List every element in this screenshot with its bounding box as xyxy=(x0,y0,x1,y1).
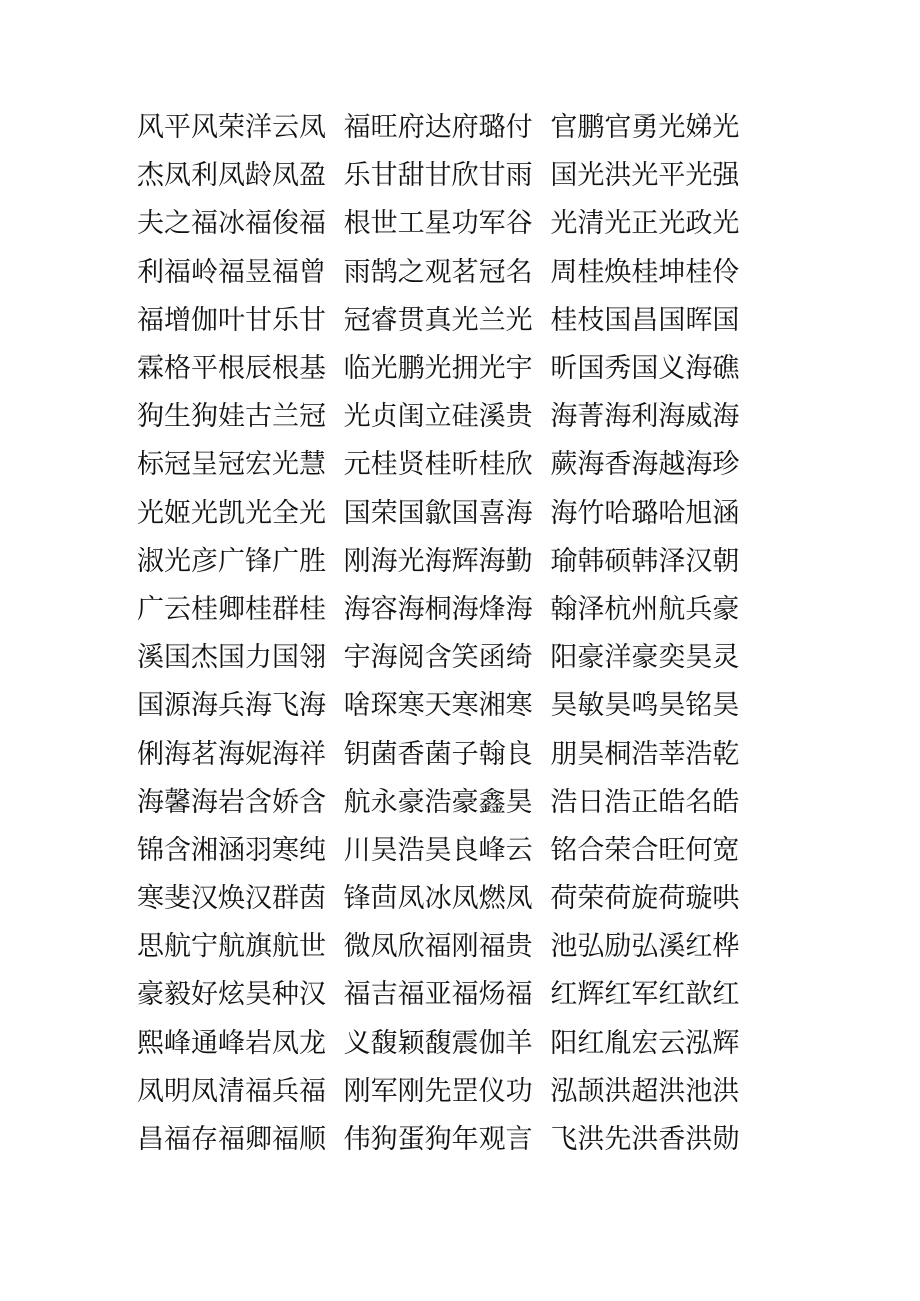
name-group-cell: 根世工星功军谷 xyxy=(343,208,533,240)
name-group-cell: 官鹏官勇光娣光 xyxy=(550,112,740,144)
text-row xyxy=(137,393,757,441)
name-group-cell: 豪毅好炫昊种汉 xyxy=(137,979,326,1011)
text-row xyxy=(137,490,757,538)
name-group-cell: 国荣国歙国喜海 xyxy=(343,497,533,529)
name-group-cell: 标冠呈冠宏光慧 xyxy=(137,449,326,481)
text-row xyxy=(137,1068,757,1116)
text-row xyxy=(137,152,757,200)
name-group-cell: 冠睿贯真光兰光 xyxy=(343,304,533,336)
name-group-cell: 蕨海香海越海珍 xyxy=(550,449,740,481)
name-group-cell: 海竹哈璐哈旭涵 xyxy=(550,497,740,529)
name-group-cell: 海馨海岩含娇含 xyxy=(137,786,326,818)
name-group-cell: 周桂焕桂坤桂伶 xyxy=(550,256,740,288)
name-group-cell: 刚海光海辉海勤 xyxy=(343,545,533,577)
name-group-cell: 瑜韩硕韩泽汉朝 xyxy=(550,545,740,577)
name-list-grid xyxy=(137,104,757,1164)
name-group-cell: 微凤欣福刚福贵 xyxy=(343,931,533,963)
text-row xyxy=(137,1020,757,1068)
name-group-cell: 浩日浩正皓名皓 xyxy=(550,786,740,818)
text-row xyxy=(137,875,757,923)
text-row xyxy=(137,730,757,778)
text-row xyxy=(137,827,757,875)
name-group-cell: 昊敏昊鸣昊铭昊 xyxy=(550,690,740,722)
name-group-cell: 川昊浩昊良峰云 xyxy=(343,834,533,866)
text-row xyxy=(137,104,757,152)
name-group-cell: 红辉红军红歆红 xyxy=(550,979,740,1011)
name-group-cell: 广云桂卿桂群桂 xyxy=(137,593,326,625)
name-group-cell: 风平风荣洋云凤 xyxy=(137,112,326,144)
name-group-cell: 钥菌香菌子翰良 xyxy=(343,738,533,770)
name-group-cell: 铭合荣合旺何宽 xyxy=(550,834,740,866)
name-group-cell: 海菁海利海威海 xyxy=(550,401,740,433)
name-group-cell: 溪国杰国力国翎 xyxy=(137,642,326,674)
name-group-cell: 伟狗蛋狗年观言 xyxy=(343,1124,533,1156)
name-group-cell: 乐甘甜甘欣甘雨 xyxy=(343,160,533,192)
name-group-cell: 国光洪光平光强 xyxy=(550,160,740,192)
name-group-cell: 俐海茗海妮海祥 xyxy=(137,738,326,770)
text-row xyxy=(137,297,757,345)
name-group-cell: 临光鹏光拥光宇 xyxy=(343,353,533,385)
name-group-cell: 狗生狗娃古兰冠 xyxy=(137,401,326,433)
name-group-cell: 池弘励弘溪红桦 xyxy=(550,931,740,963)
text-row xyxy=(137,249,757,297)
name-group-cell: 福旺府达府璐付 xyxy=(343,112,533,144)
text-row xyxy=(137,971,757,1019)
name-group-cell: 福吉福亚福炀福 xyxy=(343,979,533,1011)
name-group-cell: 桂枝国昌国晖国 xyxy=(550,304,740,336)
name-group-cell: 雨鹄之观茗冠名 xyxy=(343,256,533,288)
name-group-cell: 朋昊桐浩莘浩乾 xyxy=(550,738,740,770)
name-group-cell: 思航宁航旗航世 xyxy=(137,931,326,963)
name-group-cell: 杰凤利凤龄凤盈 xyxy=(137,160,326,192)
text-row xyxy=(137,923,757,971)
name-group-cell: 光姬光凯光全光 xyxy=(137,497,326,529)
name-group-cell: 阳豪洋豪奕昊灵 xyxy=(550,642,740,674)
name-group-cell: 昕国秀国义海礁 xyxy=(550,353,740,385)
text-row xyxy=(137,200,757,248)
name-group-cell: 元桂贤桂昕桂欣 xyxy=(343,449,533,481)
name-group-cell: 凤明凤清福兵福 xyxy=(137,1075,326,1107)
name-group-cell: 淑光彦广锋广胜 xyxy=(137,545,326,577)
name-group-cell: 义馥颖馥震伽羊 xyxy=(343,1027,533,1059)
name-group-cell: 阳红胤宏云泓辉 xyxy=(550,1027,740,1059)
name-group-cell: 霖格平根辰根基 xyxy=(137,353,326,385)
name-group-cell: 啥琛寒天寒湘寒 xyxy=(343,690,533,722)
name-group-cell: 国源海兵海飞海 xyxy=(137,690,326,722)
name-group-cell: 寒斐汉焕汉群茵 xyxy=(137,883,326,915)
name-group-cell: 锋茴凤冰凤燃凤 xyxy=(343,883,533,915)
name-group-cell: 刚军刚先罡仪功 xyxy=(343,1075,533,1107)
text-row xyxy=(137,345,757,393)
name-group-cell: 昌福存福卿福顺 xyxy=(137,1124,326,1156)
name-group-cell: 光贞闺立硅溪贵 xyxy=(343,401,533,433)
name-group-cell: 利福岭福昱福曾 xyxy=(137,256,326,288)
name-group-cell: 泓颉洪超洪池洪 xyxy=(550,1075,740,1107)
name-group-cell: 锦含湘涵羽寒纯 xyxy=(137,834,326,866)
name-group-cell: 熙峰通峰岩凤龙 xyxy=(137,1027,326,1059)
name-group-cell: 福增伽叶甘乐甘 xyxy=(137,304,326,336)
name-group-cell: 航永豪浩豪鑫昊 xyxy=(343,786,533,818)
name-group-cell: 宇海阅含笑函绮 xyxy=(343,642,533,674)
name-group-cell: 荷荣荷旋荷璇哄 xyxy=(550,883,740,915)
name-group-cell: 光清光正光政光 xyxy=(550,208,740,240)
name-group-cell: 飞洪先洪香洪勋 xyxy=(550,1124,740,1156)
text-row xyxy=(137,538,757,586)
name-group-cell: 翰泽杭州航兵豪 xyxy=(550,593,740,625)
text-row xyxy=(137,441,757,489)
text-row xyxy=(137,1116,757,1164)
text-row xyxy=(137,682,757,730)
name-group-cell: 海容海桐海烽海 xyxy=(343,593,533,625)
text-row xyxy=(137,586,757,634)
name-group-cell: 夫之福冰福俊福 xyxy=(137,208,326,240)
text-row xyxy=(137,779,757,827)
text-row xyxy=(137,634,757,682)
